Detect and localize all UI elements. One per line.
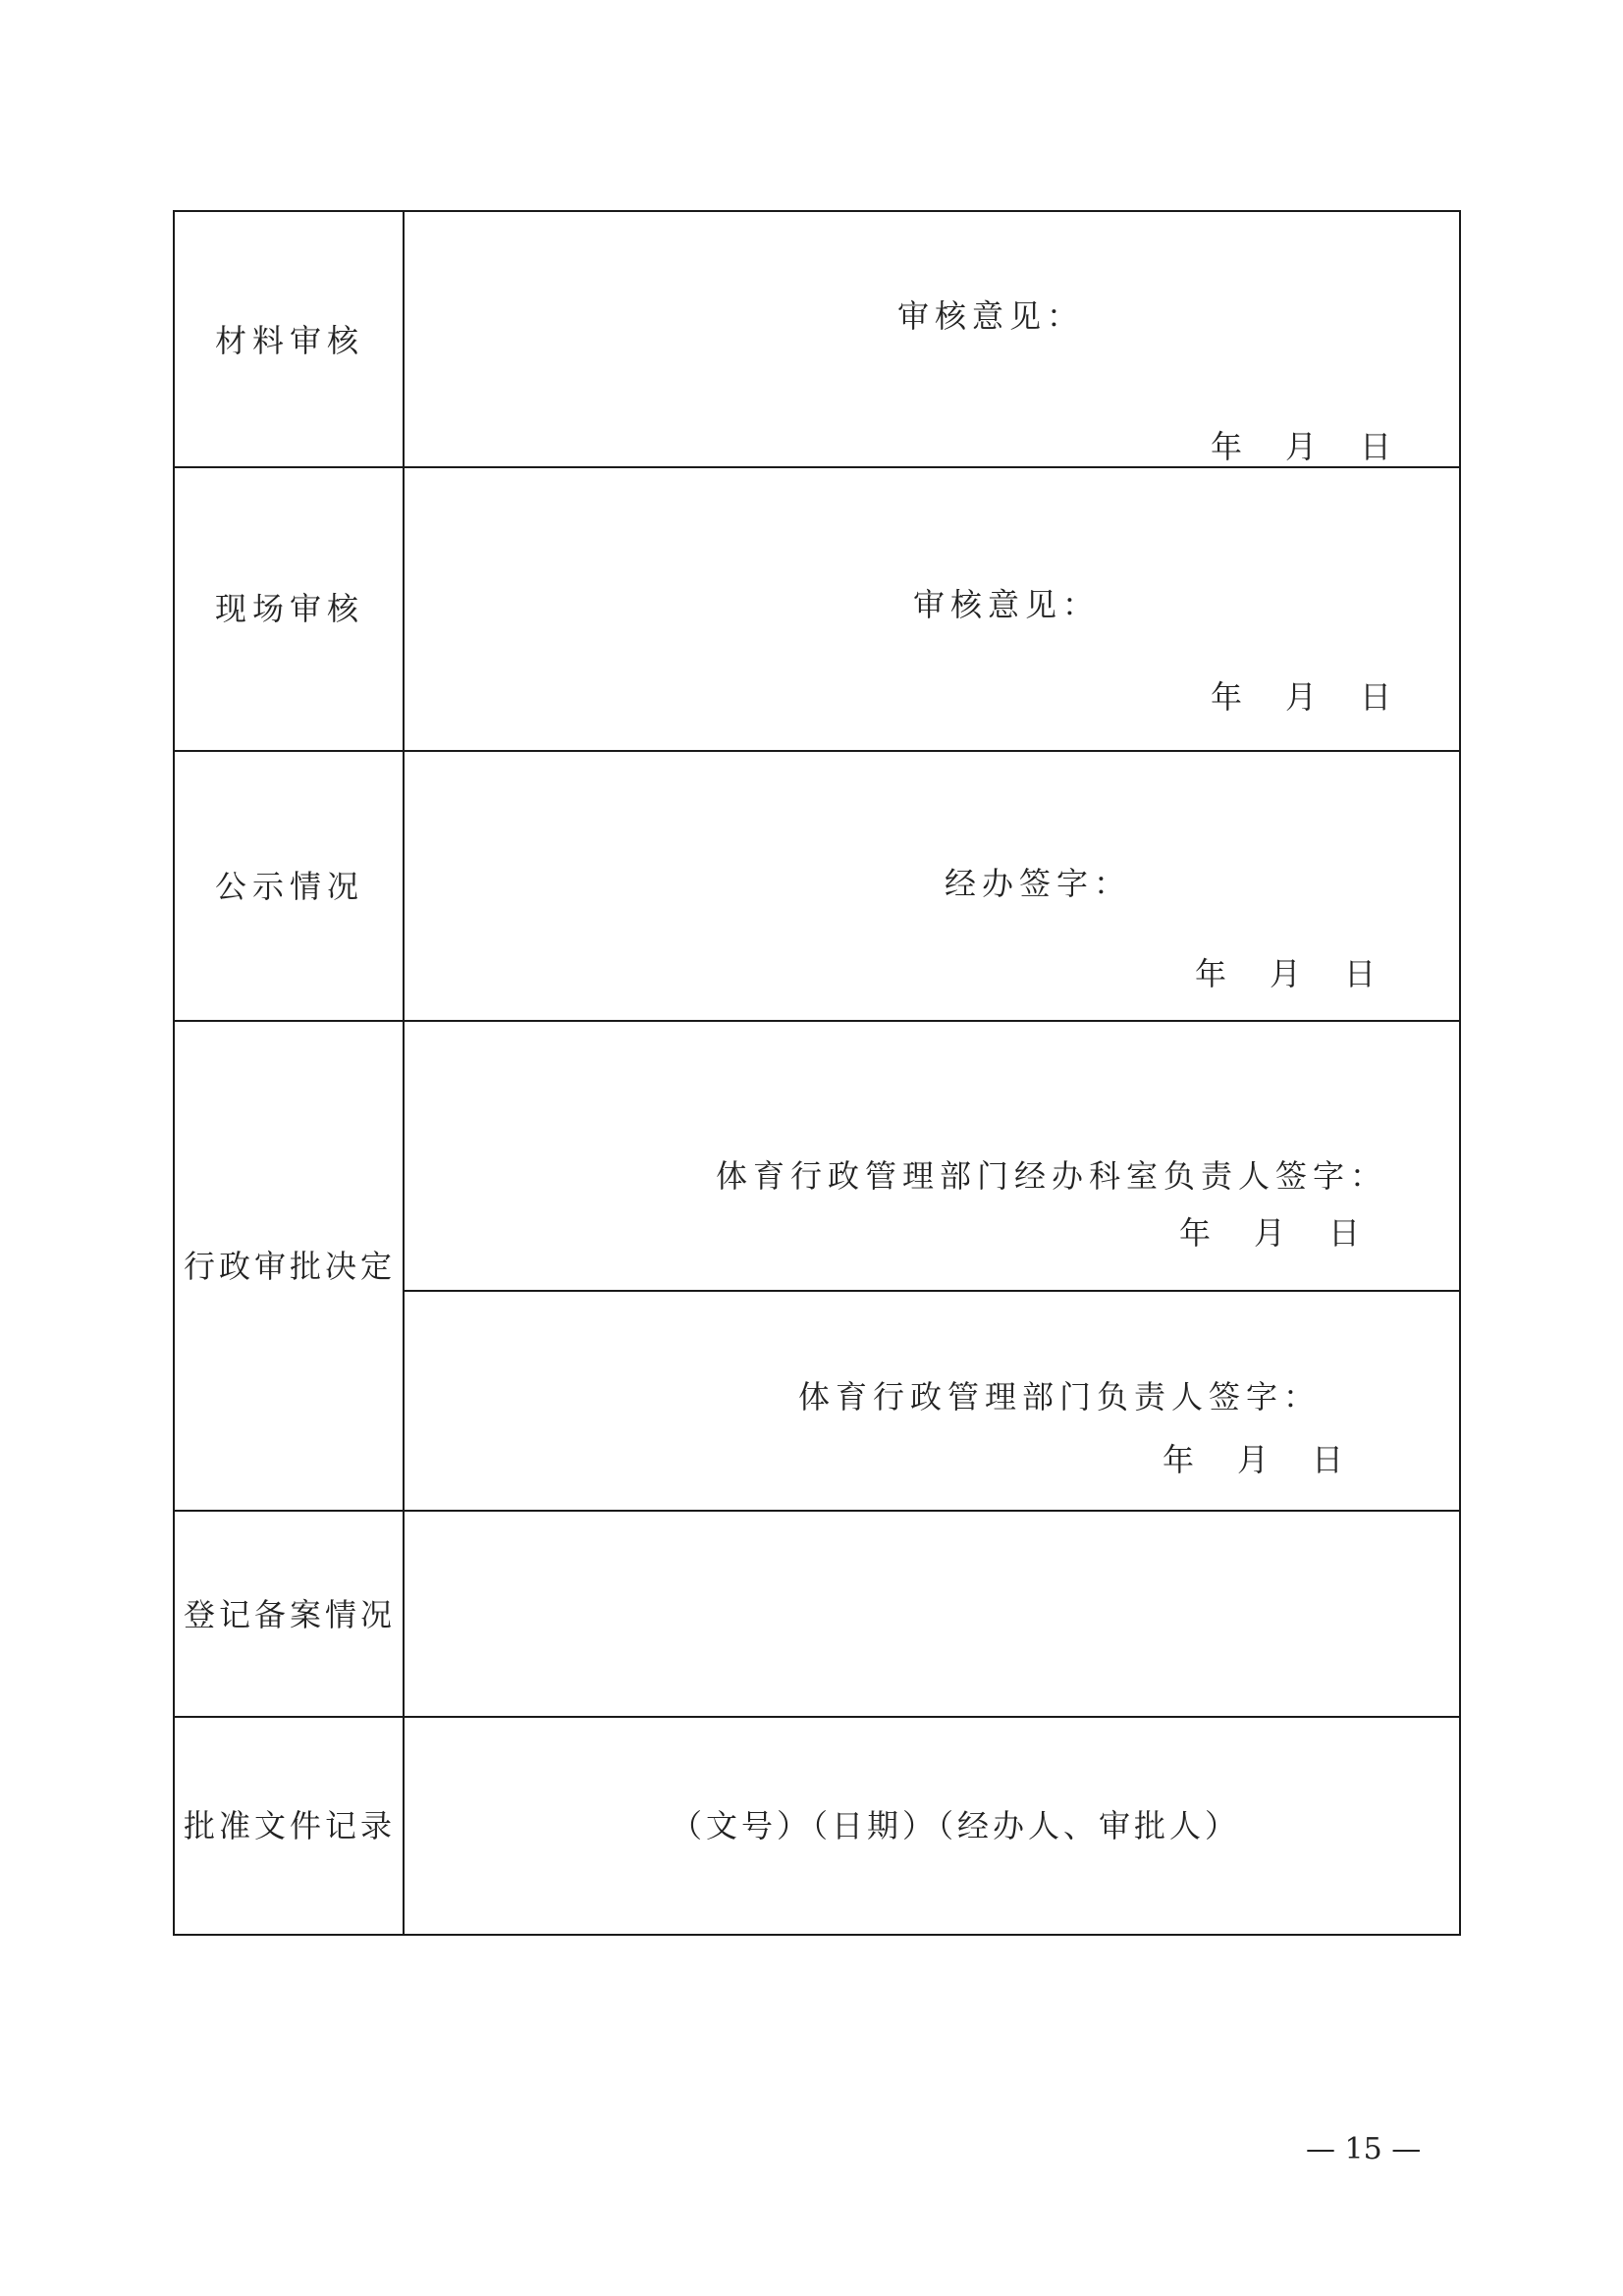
date-year: 年	[1211, 428, 1243, 465]
table-border-left	[173, 210, 175, 1936]
table-border-bottom	[173, 1934, 1461, 1936]
row-divider	[173, 466, 1461, 468]
dept-section-head-signature-label: 体育行政管理部门经办科室负责人签字：	[716, 1157, 1388, 1195]
row-label-public-notice: 公示情况	[214, 868, 364, 905]
date-year: 年	[1211, 678, 1243, 716]
date-line	[1195, 954, 1376, 993]
approval-document-fields: （文号）（日期）（经办人、审批人）	[671, 1807, 1241, 1844]
date-line	[1211, 427, 1391, 466]
row-label-registration-filing: 登记备案情况	[183, 1596, 396, 1633]
row-label-approval-document-record: 批准文件记录	[183, 1807, 396, 1844]
review-opinion-label: 审核意见：	[897, 297, 1085, 335]
date-day: 日	[1360, 678, 1392, 716]
table-column-divider	[403, 210, 405, 1936]
date-line	[1211, 677, 1391, 717]
date-day: 日	[1312, 1441, 1344, 1478]
date-year: 年	[1179, 1214, 1212, 1252]
row-label-material-review: 材料审核	[214, 322, 364, 359]
date-year: 年	[1195, 955, 1227, 992]
table-border-top	[173, 210, 1461, 212]
date-month: 月	[1285, 428, 1318, 465]
row-divider	[173, 1510, 1461, 1512]
date-day: 日	[1344, 955, 1377, 992]
row-divider	[173, 1716, 1461, 1718]
date-month: 月	[1254, 1214, 1286, 1252]
date-year: 年	[1163, 1441, 1195, 1478]
date-month: 月	[1285, 678, 1318, 716]
handler-signature-label: 经办签字：	[945, 865, 1132, 902]
table-border-right	[1459, 210, 1461, 1936]
date-line	[1163, 1440, 1343, 1479]
date-line	[1179, 1213, 1360, 1253]
row-label-admin-approval: 行政审批决定	[183, 1248, 396, 1285]
date-month: 月	[1237, 1441, 1270, 1478]
row-divider	[173, 750, 1461, 752]
review-opinion-label: 审核意见：	[913, 586, 1101, 623]
sub-row-divider	[403, 1290, 1461, 1292]
dept-head-signature-label: 体育行政管理部门负责人签字：	[798, 1378, 1322, 1415]
page-number: — 15 —	[1306, 2132, 1422, 2166]
date-day: 日	[1360, 428, 1392, 465]
row-label-onsite-review: 现场审核	[214, 590, 364, 627]
date-day: 日	[1328, 1214, 1361, 1252]
date-month: 月	[1270, 955, 1302, 992]
row-divider	[173, 1020, 1461, 1022]
